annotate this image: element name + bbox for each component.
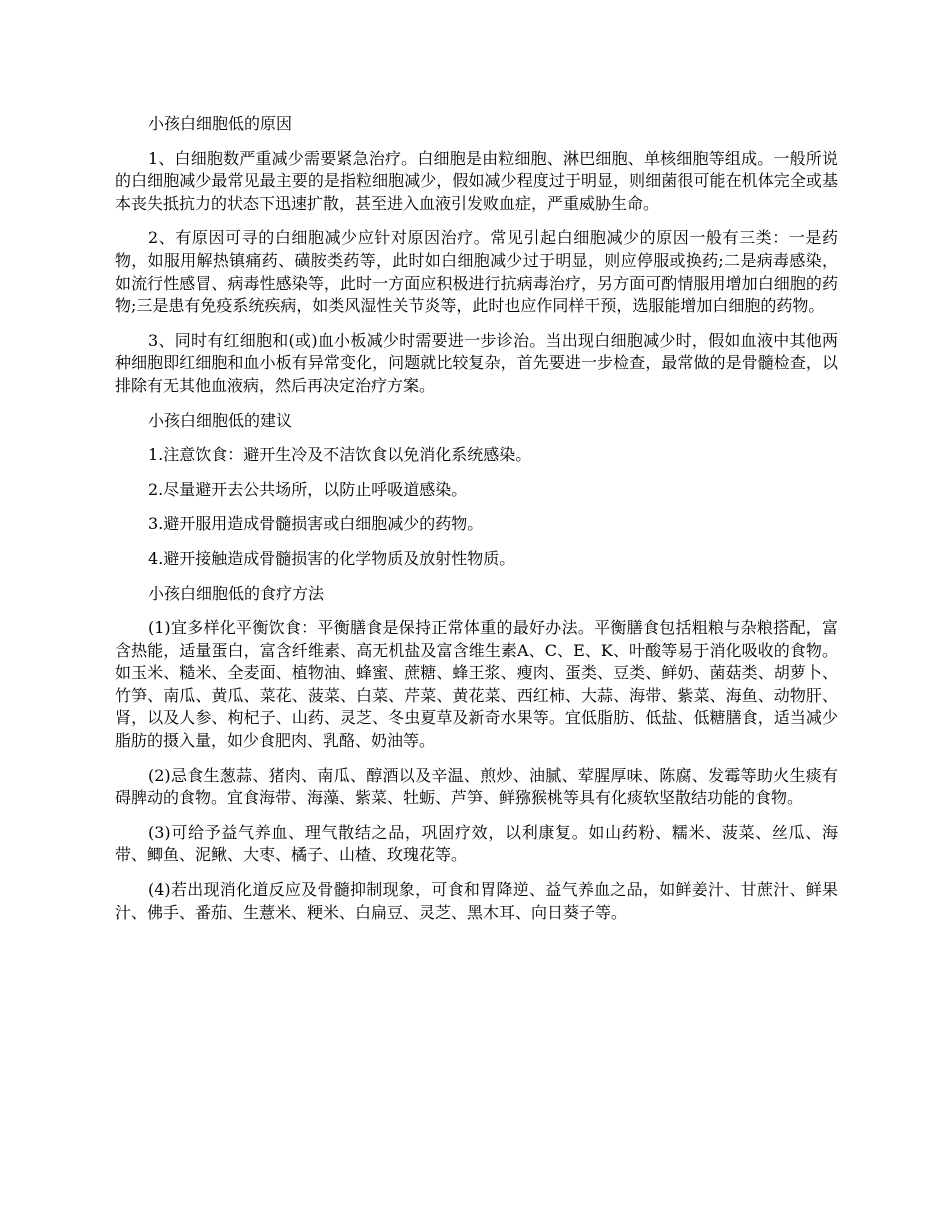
paragraph-diet-3: (3)可给予益气养血、理气散结之品，巩固疗效，以利康复。如山药粉、糯米、菠菜、丝瓜、海带、鲫鱼、泥鳅、大枣、橘子、山楂、玫瑰花等。 [115,822,838,865]
paragraph-cause-3: 3、同时有红细胞和(或)血小板减少时需要进一步诊治。当出现白细胞减少时，假如血液中其他两种细胞即红细胞和血小板有异常变化，问题就比较复杂，首先要进一步检查，最常做的是骨髓检查，以排除有无其他血液病，然后再决定治疗方案。 [115,330,838,395]
paragraph-advice-1: 1.注意饮食：避开生冷及不洁饮食以免消化系统感染。 [148,445,532,465]
document-page [115,113,838,936]
paragraph-diet-4: (4)若出现消化道反应及骨髓抑制现象，可食和胃降逆、益气养血之品，如鲜姜汁、甘蔗汁、鲜果汁、佛手、番茄、生薏米、粳米、白扁豆、灵芝、黑木耳、向日葵子等。 [115,880,838,922]
paragraph-diet-2: (2)忌食生葱蒜、猪肉、南瓜、醇酒以及辛温、煎炒、油腻、荤腥厚味、陈腐、发霉等助火生痰有碍脾动的食物。宜食海带、海藻、紫菜、牡蛎、芦笋、鲜猕猴桃等具有化痰软坚散结功能的食物。 [115,765,838,808]
paragraph-advice-3: 3.避开服用造成骨髓损害或白细胞减少的药物。 [148,514,484,534]
paragraph-diet-1: (1)宜多样化平衡饮食：平衡膳食是保持正常体重的最好办法。平衡膳食包括粗粮与杂粮搭配，富含热能，适量蛋白，富含纤维素、高无机盐及富含维生素A、C、E、K、叶酸等易于消化吸收的食物。如玉米、糙米、全麦面、植物油、蜂蜜、蔗糖、蜂王浆、瘦肉、蛋类、豆类、鲜奶、菌菇类、胡萝卜、竹笋、南瓜、黄瓜、菜花、菠菜、白菜、芹菜、黄花菜、西红柿、大蒜、海带、紫菜、海鱼、动物肝、肾，以及人参、枸杞子、山药、灵芝、冬虫夏草及新奇水果等。宜低脂肪、低盐、低糖膳食，适当减少脂肪的摄入量，如少食肥肉、乳酪、奶油等。 [115,618,838,751]
section-heading-advice: 小孩白细胞低的建议 [148,410,293,430]
paragraph-advice-2: 2.尽量避开去公共场所，以防止呼吸道感染。 [148,479,468,499]
paragraph-advice-4: 4.避开接触造成骨髓损害的化学物质及放射性物质。 [148,548,516,568]
paragraph-cause-2: 2、有原因可寻的白细胞减少应针对原因治疗。常见引起白细胞减少的原因一般有三类：一是药物，如服用解热镇痛药、磺胺类药等，此时如白细胞减少过于明显，则应停服或换药;二是病毒感染，如流行性感冒、病毒性感染等，此时一方面应积极进行抗病毒治疗，另方面可酌情服用增加白细胞的药物;三是患有免疫系统疾病，如类风湿性关节炎等，此时也应作同样干预，选服能增加白细胞的药物。 [115,228,838,316]
paragraph-cause-1: 1、白细胞数严重减少需要紧急治疗。白细胞是由粒细胞、淋巴细胞、单核细胞等组成。一般所说的白细胞减少最常见最主要的是指粒细胞减少，假如减少程度过于明显，则细菌很可能在机体完全或基本丧失抵抗力的状态下迅速扩散，甚至进入血液引发败血症，严重威胁生命。 [115,148,838,213]
section-heading-diet: 小孩白细胞低的食疗方法 [148,583,325,603]
section-heading-causes: 小孩白细胞低的原因 [148,114,293,133]
